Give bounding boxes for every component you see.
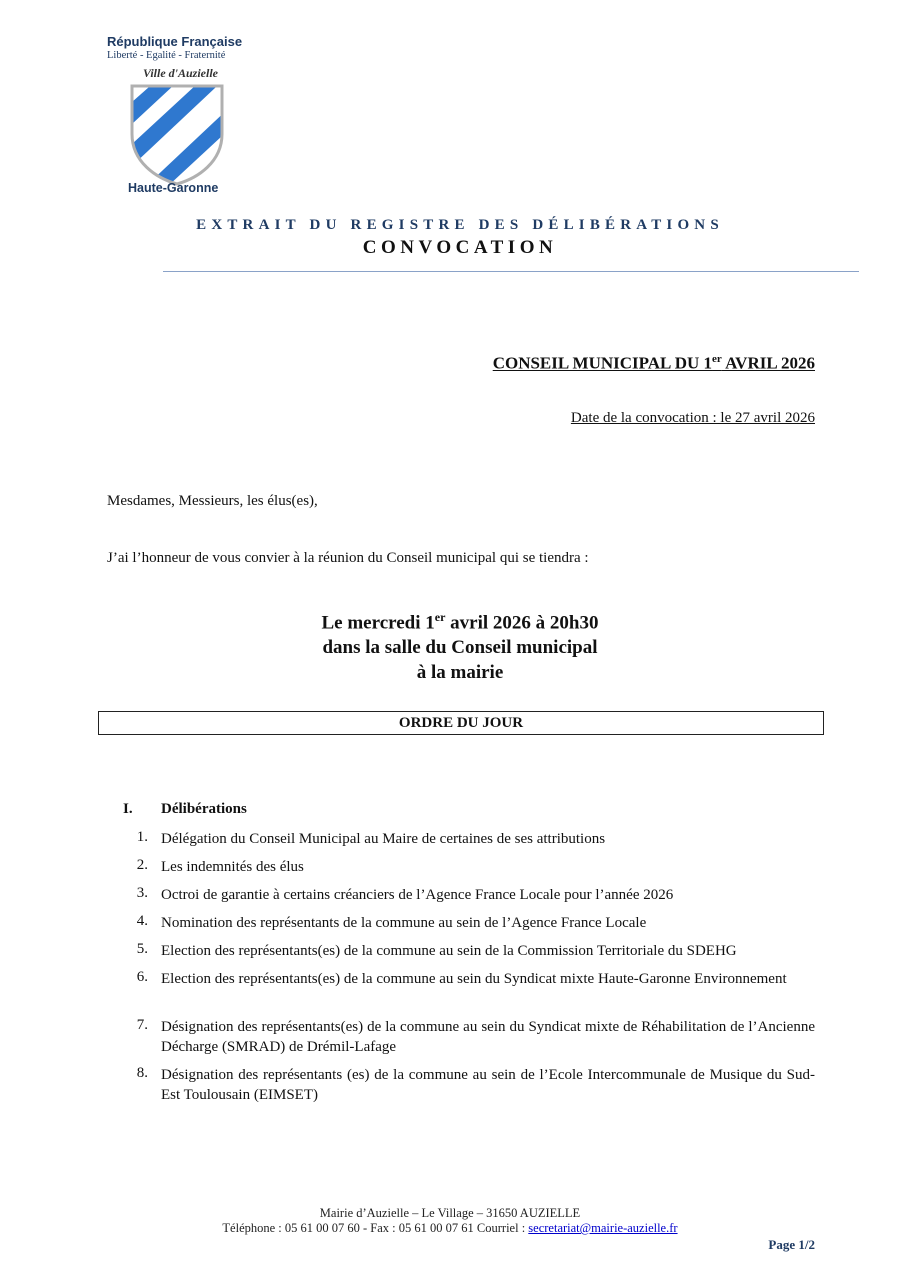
- meeting-details: [160, 605, 760, 685]
- section-title: Délibérations: [161, 801, 247, 817]
- footer-contact: Téléphone : 05 61 00 07 60 - Fax : 05 61 00 07 61 Courriel : secretariat@mairie-auzielle.fr: [222, 1221, 678, 1235]
- agenda-item-text: Election des représentants(es) de la commune au sein du Syndicat mixte Haute-Garonne Environnement: [161, 971, 787, 987]
- agenda-item-text: Octroi de garantie à certains créanciers de l’Agence France Locale pour l’année 2026: [161, 887, 674, 903]
- agenda-item-number: 5.: [136, 941, 148, 957]
- agenda-item-number: 6.: [136, 969, 148, 985]
- agenda-item-text: Désignation des représentants (es) de la commune au sein de l’Ecole Intercommunale de Musique du Sud-Est Toulousain (EIMSET): [161, 1067, 815, 1103]
- meeting-place-line: à la mairie: [416, 662, 504, 684]
- agenda-item-number: 7.: [136, 1017, 148, 1033]
- page-number: Page 1/2: [768, 1237, 815, 1252]
- greeting: Mesdames, Messieurs, les élus(es),: [107, 493, 318, 509]
- town-coat-of-arms-icon: [128, 82, 226, 186]
- convocation-title: CONVOCATION: [362, 237, 558, 258]
- agenda-item-text: Désignation des représentants(es) de la commune au sein du Syndicat mixte de Réhabilitation de l’Ancienne Décharge (SMRAD) de Drémil-Lafage: [161, 1019, 815, 1055]
- header-divider: [163, 271, 859, 272]
- republic-motto: Liberté - Egalité - Fraternité: [107, 50, 226, 61]
- invitation-text: J’ai l’honneur de vous convier à la réunion du Conseil municipal qui se tiendra :: [107, 550, 589, 566]
- convocation-date: Date de la convocation : le 27 avril 2026: [570, 410, 815, 426]
- section-number: I.: [123, 801, 133, 817]
- agenda-title: ORDRE DU JOUR: [98, 711, 824, 735]
- agenda-item-text: Election des représentants(es) de la commune au sein de la Commission Territoriale du SDEHG: [161, 943, 737, 959]
- department-name: Haute-Garonne: [128, 181, 219, 195]
- agenda-item-text: Nomination des représentants de la commune au sein de l’Agence France Locale: [161, 915, 647, 931]
- agenda-item-number: 2.: [136, 857, 148, 873]
- agenda-item-number: 1.: [136, 829, 148, 845]
- footer-address: Mairie d’Auzielle – Le Village – 31650 AUZIELLE: [319, 1206, 581, 1220]
- agenda-item-number: 3.: [136, 885, 148, 901]
- meeting-date-line: Le mercredi 1er avril 2026 à 20h30: [321, 610, 599, 634]
- email-link[interactable]: secretariat@mairie-auzielle.fr: [528, 1221, 678, 1235]
- council-heading: CONSEIL MUNICIPAL DU 1er AVRIL 2026: [492, 353, 815, 373]
- meeting-room-line: dans la salle du Conseil municipal: [322, 637, 598, 659]
- register-title: EXTRAIT DU REGISTRE DES DÉLIBÉRATIONS: [196, 217, 724, 233]
- agenda-item-text: Délégation du Conseil Municipal au Maire de certaines de ses attributions: [161, 831, 606, 847]
- agenda-item-text: Les indemnités des élus: [161, 859, 304, 875]
- town-script-name: Ville d'Auzielle: [143, 66, 219, 80]
- agenda-item-number: 8.: [136, 1065, 148, 1081]
- agenda-item-number: 4.: [136, 913, 148, 929]
- republic-title: République Française: [107, 34, 243, 49]
